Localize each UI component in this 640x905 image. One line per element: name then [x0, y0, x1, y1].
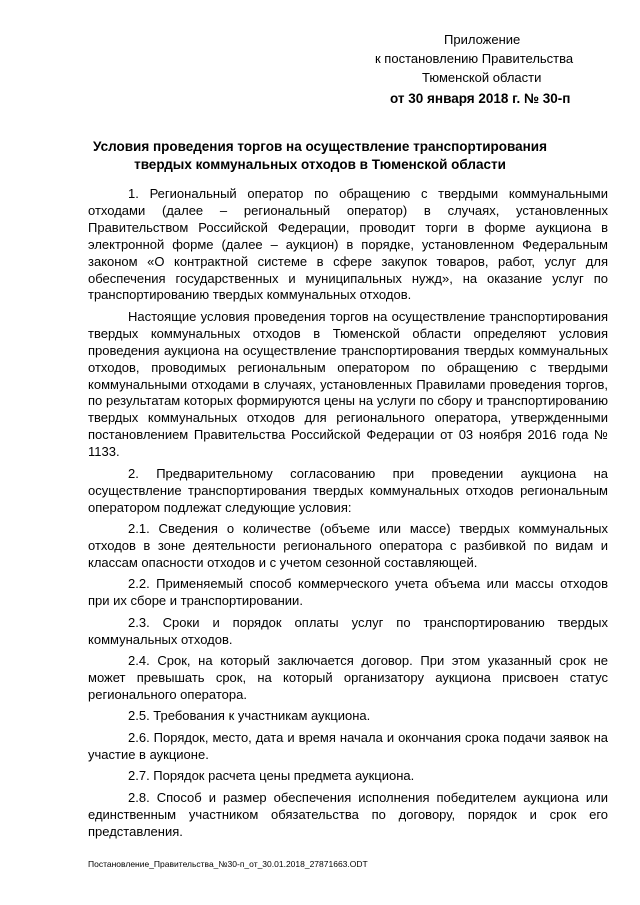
paragraph-2-3: 2.3. Сроки и порядок оплаты услуг по транспортированию твердых коммунальных отходов. [88, 614, 608, 647]
document-body [88, 186, 608, 845]
paragraph-2-8: 2.8. Способ и размер обеспечения исполнения победителем аукциона или единственным участником обязательства по договору, порядок и срок его представления. [88, 789, 608, 839]
annex-region: Тюменской области [422, 70, 542, 85]
title-line-2: твердых коммунальных отходов в Тюменской области [134, 157, 506, 172]
document-title [88, 138, 552, 174]
paragraph-1: 1. Региональный оператор по обращению с твердыми коммунальными отходами (далее – региональный оператор) в случаях, установленных Правительством Российской Федерации, проводит торги в форме аукциона в электронной форме (далее – аукцион) в порядке, установленном Федеральным законом «О контрактной системе в сфере закупок товаров, работ, услуг для обеспечения государственных и муниципальных нужд», на оказание услуг по транспортированию твердых коммунальных отходов. [88, 186, 608, 303]
annex-resolution: к постановлению Правительства [375, 51, 574, 66]
paragraph-2-4: 2.4. Срок, на который заключается договор. При этом указанный срок не может превышать срок, на который организатору аукциона присвоен статус регионального оператора. [88, 653, 608, 702]
annex-header [360, 30, 610, 108]
paragraph-3: 2. Предварительному согласованию при проведении аукциона на осуществление транспортирования твердых коммунальных отходов региональным оператором подлежат следующие условия: [88, 465, 608, 515]
paragraph-2-2: 2.2. Применяемый способ коммерческого учета объема или массы отходов при их сборе и транспортировании. [88, 576, 608, 609]
title-line-1: Условия проведения торгов на осуществление транспортирования [93, 139, 547, 154]
file-name-footer: Постановление_Правительства_№30-п_от_30.01.2018_27871663.ODT [88, 859, 368, 869]
paragraph-2: Настоящие условия проведения торгов на осуществление транспортирования твердых коммунальных отходов в Тюменской области определяют условия проведения аукциона на осуществление транспортирования твердых коммунальных отходов, проводимых региональным оператором по обращению с твердыми коммунальными отходами в случаях, установленных Правилами проведения торгов, по результатам которых формируются цены на услуги по сбору и транспортированию твердых коммунальных отходов для регионального оператора, утвержденными постановлением Правительства Российской Федерации от 03 ноября 2016 года № 1133. [88, 308, 608, 460]
annex-date-number: от 30 января 2018 г. № 30-п [390, 91, 571, 106]
paragraph-2-1: 2.1. Сведения о количестве (объеме или массе) твердых коммунальных отходов в зоне деятельности регионального оператора с разбивкой по видам и классам опасности отходов и с учетом сезонной составляющей. [88, 521, 608, 570]
annex-label: Приложение [444, 32, 521, 47]
paragraph-2-7: 2.7. Порядок расчета цены предмета аукциона. [128, 768, 415, 784]
paragraph-2-5: 2.5. Требования к участникам аукциона. [128, 708, 371, 724]
paragraph-2-6: 2.6. Порядок, место, дата и время начала и окончания срока подачи заявок на участие в аукционе. [88, 729, 608, 762]
